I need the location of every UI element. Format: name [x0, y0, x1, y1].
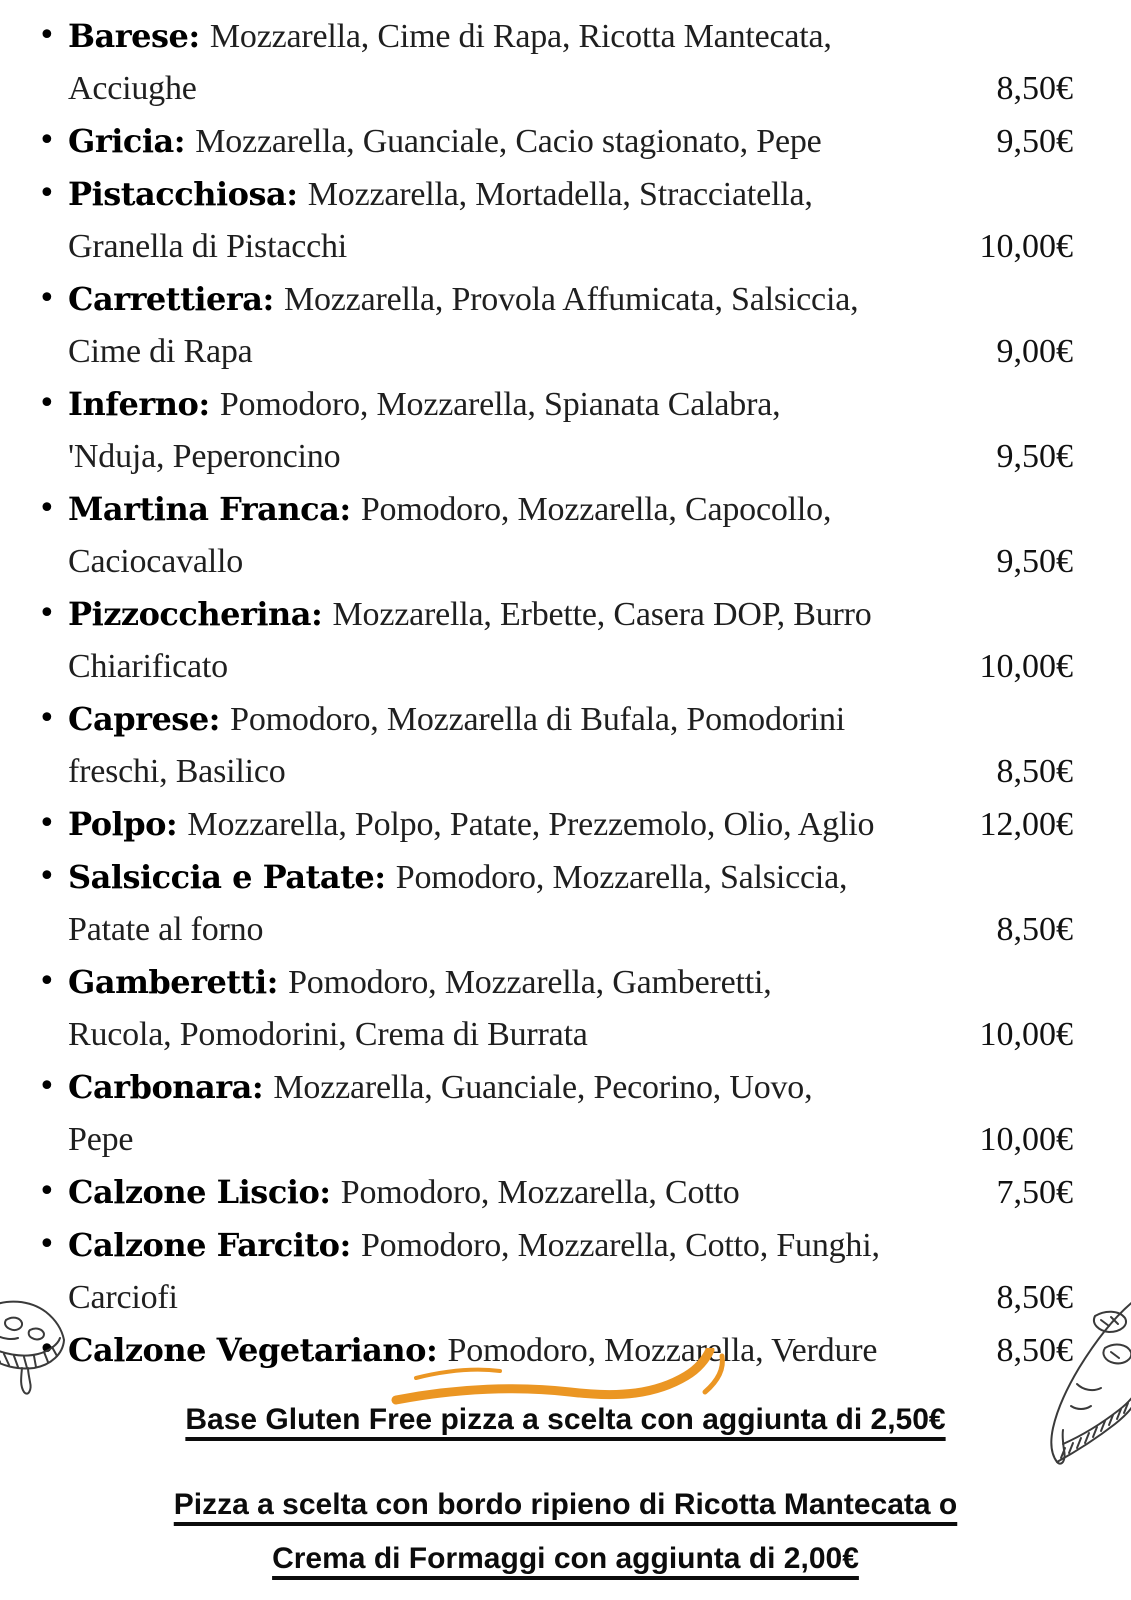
menu-item-line1: [68, 851, 953, 904]
menu-item-text: [68, 1166, 953, 1219]
menu-item-line1: [68, 1166, 953, 1219]
bullet-icon: •: [38, 1227, 56, 1262]
menu-item-line1: [68, 588, 953, 641]
pizza-name: Pistacchiosa:: [68, 175, 298, 213]
pizza-price: 9,50€: [996, 543, 1073, 580]
bullet-icon: •: [38, 1174, 56, 1209]
menu-item-text: [68, 1061, 953, 1166]
menu-item-text: [68, 115, 953, 168]
pizza-ingredients-line1: Pomodoro, Mozzarella di Bufala, Pomodorini: [230, 701, 845, 738]
menu-item-line1: [68, 273, 953, 326]
pizza-ingredients-line1: Mozzarella, Guanciale, Cacio stagionato, Pepe: [195, 123, 822, 160]
menu-item-line1: [68, 1061, 953, 1114]
menu-item-text: [68, 956, 953, 1061]
menu-item: [38, 168, 1073, 273]
pizza-name: Barese:: [68, 17, 200, 55]
pizza-price: 8,50€: [996, 753, 1073, 790]
menu-item-line1: [68, 693, 953, 746]
bullet-icon: •: [38, 491, 56, 526]
pizza-name: Caprese:: [68, 700, 220, 738]
pizza-name: Calzone Vegetariano:: [68, 1331, 438, 1369]
pizza-ingredients-line2: Granella di Pistacchi: [68, 228, 348, 265]
menu-item-line1: [68, 378, 953, 431]
pizza-ingredients-line1: Mozzarella, Cime di Rapa, Ricotta Mantecata,: [209, 18, 832, 55]
pizza-price: 9,50€: [996, 123, 1073, 160]
bullet-icon: •: [38, 806, 56, 841]
menu-item-text: [68, 798, 953, 851]
gluten-free-note: [0, 1398, 1131, 1442]
menu-item: [38, 798, 1073, 851]
menu-item: [38, 1166, 1073, 1219]
pizza-price: 8,50€: [996, 1332, 1073, 1369]
pizza-ingredients-line2: freschi, Basilico: [68, 753, 286, 790]
bullet-icon: •: [38, 176, 56, 211]
bullet-icon: •: [38, 701, 56, 736]
pizza-price: 10,00€: [979, 648, 1073, 685]
menu-item-text: [68, 273, 953, 378]
pizza-ingredients-line2: Chiarificato: [68, 648, 228, 685]
menu-item-text: [68, 378, 953, 483]
menu-item: [38, 1061, 1073, 1166]
pizza-ingredients-line2: Patate al forno: [68, 911, 264, 948]
menu-item-text: [68, 851, 953, 956]
pizza-ingredients-line2: Caciocavallo: [68, 543, 244, 580]
pizza-price: 12,00€: [979, 806, 1073, 843]
menu-item-text: [68, 10, 953, 115]
menu-item: [38, 851, 1073, 956]
pizza-ingredients-line2: 'Nduja, Peperoncino: [68, 438, 341, 475]
pizza-ingredients-line1: Pomodoro, Mozzarella, Cotto, Funghi,: [360, 1227, 880, 1264]
pizza-ingredients-line1: Mozzarella, Guanciale, Pecorino, Uovo,: [273, 1069, 813, 1106]
pizza-name: Inferno:: [68, 385, 210, 423]
pizza-ingredients-line2: Rucola, Pomodorini, Crema di Burrata: [68, 1016, 588, 1053]
pizza-ingredients-line1: Mozzarella, Provola Affumicata, Salsiccia,: [283, 281, 859, 318]
pizza-ingredients-line2: Carciofi: [68, 1279, 178, 1316]
bullet-icon: •: [38, 859, 56, 894]
pizza-price: 8,50€: [996, 1279, 1073, 1316]
gluten-free-note-text: Base Gluten Free pizza a scelta con aggiunta di 2,50€: [185, 1403, 946, 1436]
bullet-icon: •: [38, 18, 56, 53]
menu-item: [38, 693, 1073, 798]
stuffed-crust-note: [0, 1478, 1131, 1586]
pizza-ingredients-line2: Acciughe: [68, 70, 197, 107]
pizza-ingredients-line1: Pomodoro, Mozzarella, Gamberetti,: [288, 964, 772, 1001]
footer-notes: [0, 1398, 1131, 1586]
bullet-icon: •: [38, 123, 56, 158]
pizza-ingredients-line1: Mozzarella, Mortadella, Stracciatella,: [307, 176, 813, 213]
pizza-slice-left-icon: [0, 1290, 84, 1415]
menu-item-text: [68, 1219, 953, 1324]
pizza-name: Gricia:: [68, 122, 186, 160]
menu-item: [38, 956, 1073, 1061]
menu-item: [38, 273, 1073, 378]
menu-item-text: [68, 693, 953, 798]
pizza-ingredients-line1: Pomodoro, Mozzarella, Verdure: [447, 1332, 878, 1369]
pizza-ingredients-line1: Pomodoro, Mozzarella, Cotto: [340, 1174, 740, 1211]
pizza-ingredients-line1: Pomodoro, Mozzarella, Salsiccia,: [395, 859, 848, 896]
bullet-icon: •: [38, 281, 56, 316]
pizza-price: 10,00€: [979, 1121, 1073, 1158]
pizza-ingredients-line2: Cime di Rapa: [68, 333, 253, 370]
bullet-icon: •: [38, 386, 56, 421]
stuffed-crust-note-line2: Crema di Formaggi con aggiunta di 2,00€: [272, 1542, 859, 1575]
pizza-name: Martina Franca:: [68, 490, 351, 528]
menu-item: [38, 378, 1073, 483]
pizza-slice-right-icon: [1031, 1298, 1131, 1496]
pizza-name: Gamberetti:: [68, 963, 278, 1001]
menu-item: [38, 588, 1073, 693]
bullet-icon: •: [38, 1069, 56, 1104]
menu-item-line1: [68, 483, 953, 536]
pizza-price: 7,50€: [996, 1174, 1073, 1211]
pizza-name: Calzone Liscio:: [68, 1173, 331, 1211]
menu-item: [38, 115, 1073, 168]
menu-item-text: [68, 168, 953, 273]
stuffed-crust-note-line1: Pizza a scelta con bordo ripieno di Ricotta Mantecata o: [173, 1488, 958, 1521]
pizza-name: Pizzoccherina:: [68, 595, 323, 633]
pizza-ingredients-line1: Pomodoro, Mozzarella, Capocollo,: [360, 491, 832, 528]
menu-item: [38, 483, 1073, 588]
bullet-icon: •: [38, 964, 56, 999]
menu-item-text: [68, 483, 953, 588]
pizza-name: Carbonara:: [68, 1068, 264, 1106]
menu-item-line1: [68, 115, 953, 168]
bullet-icon: •: [38, 1332, 56, 1367]
pizza-price: 9,50€: [996, 438, 1073, 475]
pizza-ingredients-line2: Pepe: [68, 1121, 134, 1158]
pizza-ingredients-line1: Mozzarella, Erbette, Casera DOP, Burro: [332, 596, 872, 633]
menu-item: [38, 10, 1073, 115]
menu-item-line1: [68, 168, 953, 221]
pizza-name: Salsiccia e Patate:: [68, 858, 386, 896]
pizza-ingredients-line1: Pomodoro, Mozzarella, Spianata Calabra,: [219, 386, 781, 423]
menu-item-text: [68, 588, 953, 693]
pizza-ingredients-line1: Mozzarella, Polpo, Patate, Prezzemolo, Olio, Aglio: [187, 806, 875, 843]
pizza-price: 10,00€: [979, 228, 1073, 265]
menu-item-line1: [68, 10, 953, 63]
menu-item-line1: [68, 798, 953, 851]
pizza-price: 10,00€: [979, 1016, 1073, 1053]
pizza-price: 8,50€: [996, 911, 1073, 948]
pizza-price: 8,50€: [996, 70, 1073, 107]
menu-item: [38, 1219, 1073, 1324]
pizza-name: Carrettiera:: [68, 280, 274, 318]
menu-item-line1: [68, 956, 953, 1009]
bullet-icon: •: [38, 596, 56, 631]
pizza-name: Calzone Farcito:: [68, 1226, 351, 1264]
menu-item-line1: [68, 1219, 953, 1272]
pizza-price: 9,00€: [996, 333, 1073, 370]
pizza-name: Polpo:: [68, 805, 178, 843]
